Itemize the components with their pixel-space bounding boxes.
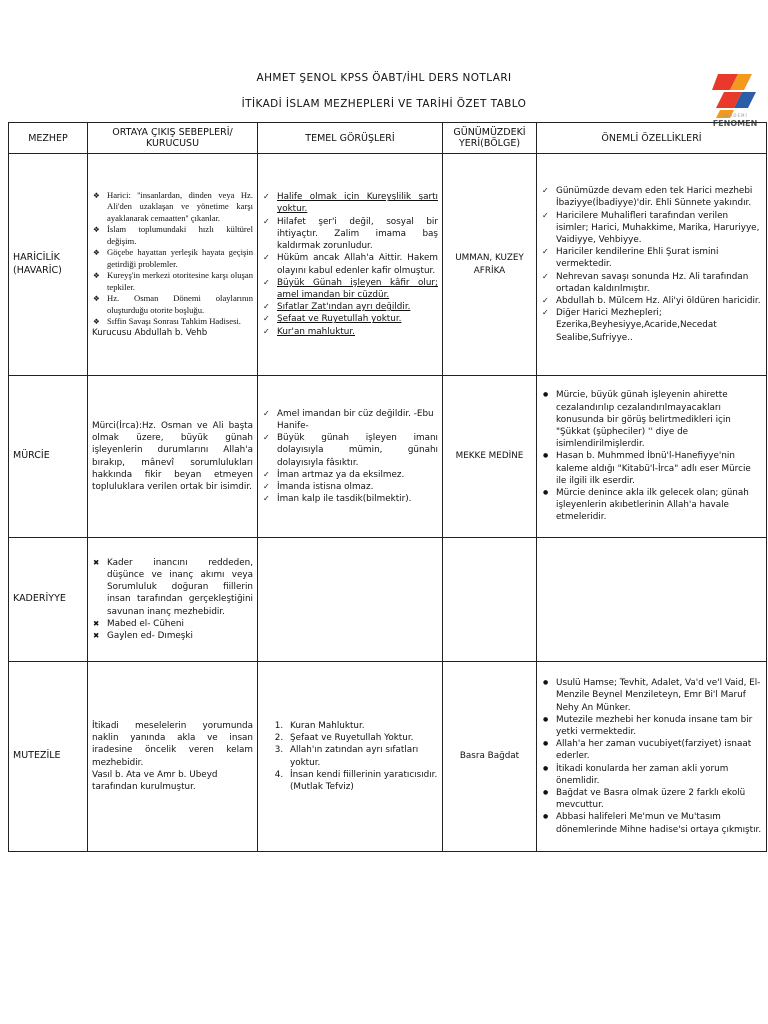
list-item: ✓ İman artmaz ya da eksilmez. bbox=[262, 469, 438, 481]
sect-name: MUTEZİLE bbox=[9, 662, 88, 852]
list-item: ✓ Haricilere Muhalifleri tarafından verilen isimler; Harici, Muhakkime, Marika, Haruriyye, Vaidiyye, Vehbiyye. bbox=[541, 210, 762, 247]
features-cell bbox=[537, 538, 767, 662]
views-cell bbox=[258, 662, 443, 852]
list-item: ✓ İman kalp ile tasdik(bilmektir). bbox=[262, 493, 438, 505]
list-item: ❖ Kureyş'in merkezi otoritesine karşı oluşan tepkiler. bbox=[92, 270, 253, 293]
features-cell bbox=[537, 154, 767, 376]
list-item: ✓ Hilafet şer'i değil, sosyal bir ihtiyaçtır. Zalim imama baş kaldırmak zorunludur. bbox=[262, 216, 438, 253]
list-item: ✓ Amel imandan bir cüz değildir. -Ebu Hanife- bbox=[262, 408, 438, 432]
list-item: ✓ Diğer Harici Mezhepleri; Ezerika,Beyhesiyye,Acaride,Necedat Sealibe,Sufriyye.. bbox=[541, 307, 762, 344]
sects-table bbox=[8, 122, 767, 852]
table-row-murcie bbox=[9, 376, 767, 538]
document-subtitle: İTİKADİ İSLAM MEZHEPLERİ VE TARİHİ ÖZET TABLO bbox=[241, 98, 527, 110]
col-header-origin: ORTAYA ÇIKIŞ SEBEPLERİ/ KURUCUSU bbox=[88, 123, 258, 154]
list-item: ✓ Büyük Günah işleyen kâfir olur; amel imandan bir cüzdür. bbox=[262, 277, 438, 301]
list-item: ✓ Şefaat ve Ruyetullah yoktur. bbox=[262, 313, 438, 325]
list-item: ● Mürcie denince akla ilk gelecek olan; günah işleyenlerin akıbetlerinin Allah'a havale etmeleridir. bbox=[541, 487, 762, 524]
list-item: 2. Şefaat ve Ruyetullah Yoktur. bbox=[286, 732, 438, 744]
list-item: ● Bağdat ve Basra olmak üzere 2 farklı ekolü mevcuttur. bbox=[541, 787, 762, 811]
origin-cell bbox=[88, 154, 258, 376]
list-item: 3. Allah'ın zatından ayrı sıfatları yoktur. bbox=[286, 744, 438, 768]
origin-cell bbox=[88, 538, 258, 662]
col-header-region: GÜNÜMÜZDEKİ YERİ(BÖLGE) bbox=[443, 123, 537, 154]
table-row-haricilik bbox=[9, 154, 767, 376]
list-item: ❖ Göçebe hayattan yerleşik hayata geçişin getirdiği problemler. bbox=[92, 247, 253, 270]
list-item: ● Mürcie, büyük günah işleyenin ahirette cezalandırılıp cezalandırılmayacakları konusunda bir görüş belirtmedikleri için "Şükkat (şüpheciler) '' diye de isimlendirilmişlerdir. bbox=[541, 389, 762, 450]
table-row-kaderiyye bbox=[9, 538, 767, 662]
list-item: ✓ Nehrevan savaşı sonunda Hz. Ali tarafından ortadan kaldırılmıştır. bbox=[541, 271, 762, 295]
col-header-sect: MEZHEP bbox=[9, 123, 88, 154]
features-cell bbox=[537, 662, 767, 852]
views-cell bbox=[258, 538, 443, 662]
list-item: ● Abbasi halifeleri Me'mun ve Mu'tasım dönemlerinde Mihne hadise'si ortaya çıkmıştır. bbox=[541, 811, 762, 835]
list-item: ✓ Hariciler kendilerine Ehli Şurat ismini vermektedir. bbox=[541, 246, 762, 270]
region-cell: UMMAN, KUZEY AFRİKA bbox=[443, 154, 537, 376]
list-item: ✓ Kur'an mahluktur. bbox=[262, 326, 438, 338]
table-header-row bbox=[9, 123, 767, 154]
features-cell bbox=[537, 376, 767, 538]
list-item: ❖ Harici: ''insanlardan, dinden veya Hz. Ali'den uzaklaşan ve yönetime karşı ayaklanarak cemaatten'' çıkanlar. bbox=[92, 190, 253, 225]
list-item: ✖ Mabed el- Cüheni bbox=[92, 618, 253, 630]
col-header-views: TEMEL GÖRÜŞLERİ bbox=[258, 123, 443, 154]
region-cell: MEKKE MEDİNE bbox=[443, 376, 537, 538]
list-item: ✓ Günümüzde devam eden tek Harici mezhebi İbaziyye(İbadiyye)'dir. Ehli Sünnete yakındır. bbox=[541, 185, 762, 209]
list-item: ● Allah'a her zaman vucubiyet(farziyet) isnaat ederler. bbox=[541, 738, 762, 762]
sect-name: KADERİYYE bbox=[9, 538, 88, 662]
list-item: ❖ İslam toplumundaki hızlı kültürel değişim. bbox=[92, 224, 253, 247]
logo-text: FENOMEN bbox=[712, 119, 758, 128]
list-item: ● Usulü Hamse; Tevhit, Adalet, Va'd ve'l Vaid, El- Menzile Beynel Menzileteyn, Emr Bi'l Maruf Nehy An Münker. bbox=[541, 677, 762, 714]
list-item: ❖ Sıffin Savaşı Sonrası Tahkim Hadisesi. bbox=[92, 316, 253, 328]
list-item: 4. İnsan kendi fiillerinin yaratıcısıdır. (Mutlak Tefviz) bbox=[286, 769, 438, 793]
list-item: ✓ Hüküm ancak Allah'a Aittir. Hakem olayını kabul edenler kafir olmuştur. bbox=[262, 252, 438, 276]
list-item: ✓ İmanda istisna olmaz. bbox=[262, 481, 438, 493]
list-item: ● Mutezile mezhebi her konuda insane tam bir yetki vermektedir. bbox=[541, 714, 762, 738]
founder-text: Kurucusu Abdullah b. Vehb bbox=[92, 327, 208, 338]
logo-subtitle: AKADEMİ bbox=[722, 113, 748, 118]
list-item: ✓ Sıfatlar Zat'ından ayrı değildir. bbox=[262, 301, 438, 313]
region-cell bbox=[443, 538, 537, 662]
origin-cell bbox=[88, 662, 258, 852]
origin-text: İtikadi meselelerin yorumunda naklin yanında akla ve insan iradesine öncelik veren kelam mezhebidir. bbox=[92, 720, 253, 768]
document-title: AHMET ŞENOL KPSS ÖABT/İHL DERS NOTLARI bbox=[256, 72, 512, 84]
list-item: ✓ Abdullah b. Mülcem Hz. Ali'yi öldüren haricidir. bbox=[541, 295, 762, 307]
list-item: ✖ Gaylen ed- Dımeşki bbox=[92, 630, 253, 642]
list-item: ● İtikadi konularda her zaman akli yorum önemlidir. bbox=[541, 763, 762, 787]
list-item: ✓ Halife olmak için Kureyşlilik şartı yoktur. bbox=[262, 191, 438, 215]
col-header-features: ÖNEMLİ ÖZELLİKLERİ bbox=[537, 123, 767, 154]
sect-name: HARİCİLİK (HAVARİC) bbox=[9, 154, 88, 376]
table-row-mutezile bbox=[9, 662, 767, 852]
origin-cell: Mürci(İrca):Hz. Osman ve Ali başta olmak üzere, büyük günah işleyenlerin durumlarını Allah'a bırakıp, mânevî sorumlulukları hakkında fikir beyan etmeyen topluluklara verilen ortak bir isimdir. bbox=[88, 376, 258, 538]
sect-name: MÜRCİE bbox=[9, 376, 88, 538]
list-item: 1. Kuran Mahluktur. bbox=[286, 720, 438, 732]
views-cell bbox=[258, 154, 443, 376]
list-item: ● Hasan b. Muhmmed İbnü'l-Hanefiyye'nin kaleme aldığı "Kitabü'l-İrca" adlı eser Mürcie ile ilgili ilk eserdir. bbox=[541, 450, 762, 487]
region-cell: Basra Bağdat bbox=[443, 662, 537, 852]
founder-text: Vasıl b. Ata ve Amr b. Ubeyd tarafından kurulmuştur. bbox=[92, 769, 218, 792]
list-item: ❖ Hz. Osman Dönemi olaylarının oluşturduğu otorite boşluğu. bbox=[92, 293, 253, 316]
list-item: ✓ Büyük günah işleyen imanı dolayısıyla mümin, günahı dolayısıyla fâsıktır. bbox=[262, 432, 438, 469]
list-item: ✖ Kader inancını reddeden, düşünce ve inanç akımı veya Sorumluluk doğuran fiillerin insan tarafından gerçekleştiğini savunan inanç mezhebidir. bbox=[92, 557, 253, 618]
views-cell bbox=[258, 376, 443, 538]
